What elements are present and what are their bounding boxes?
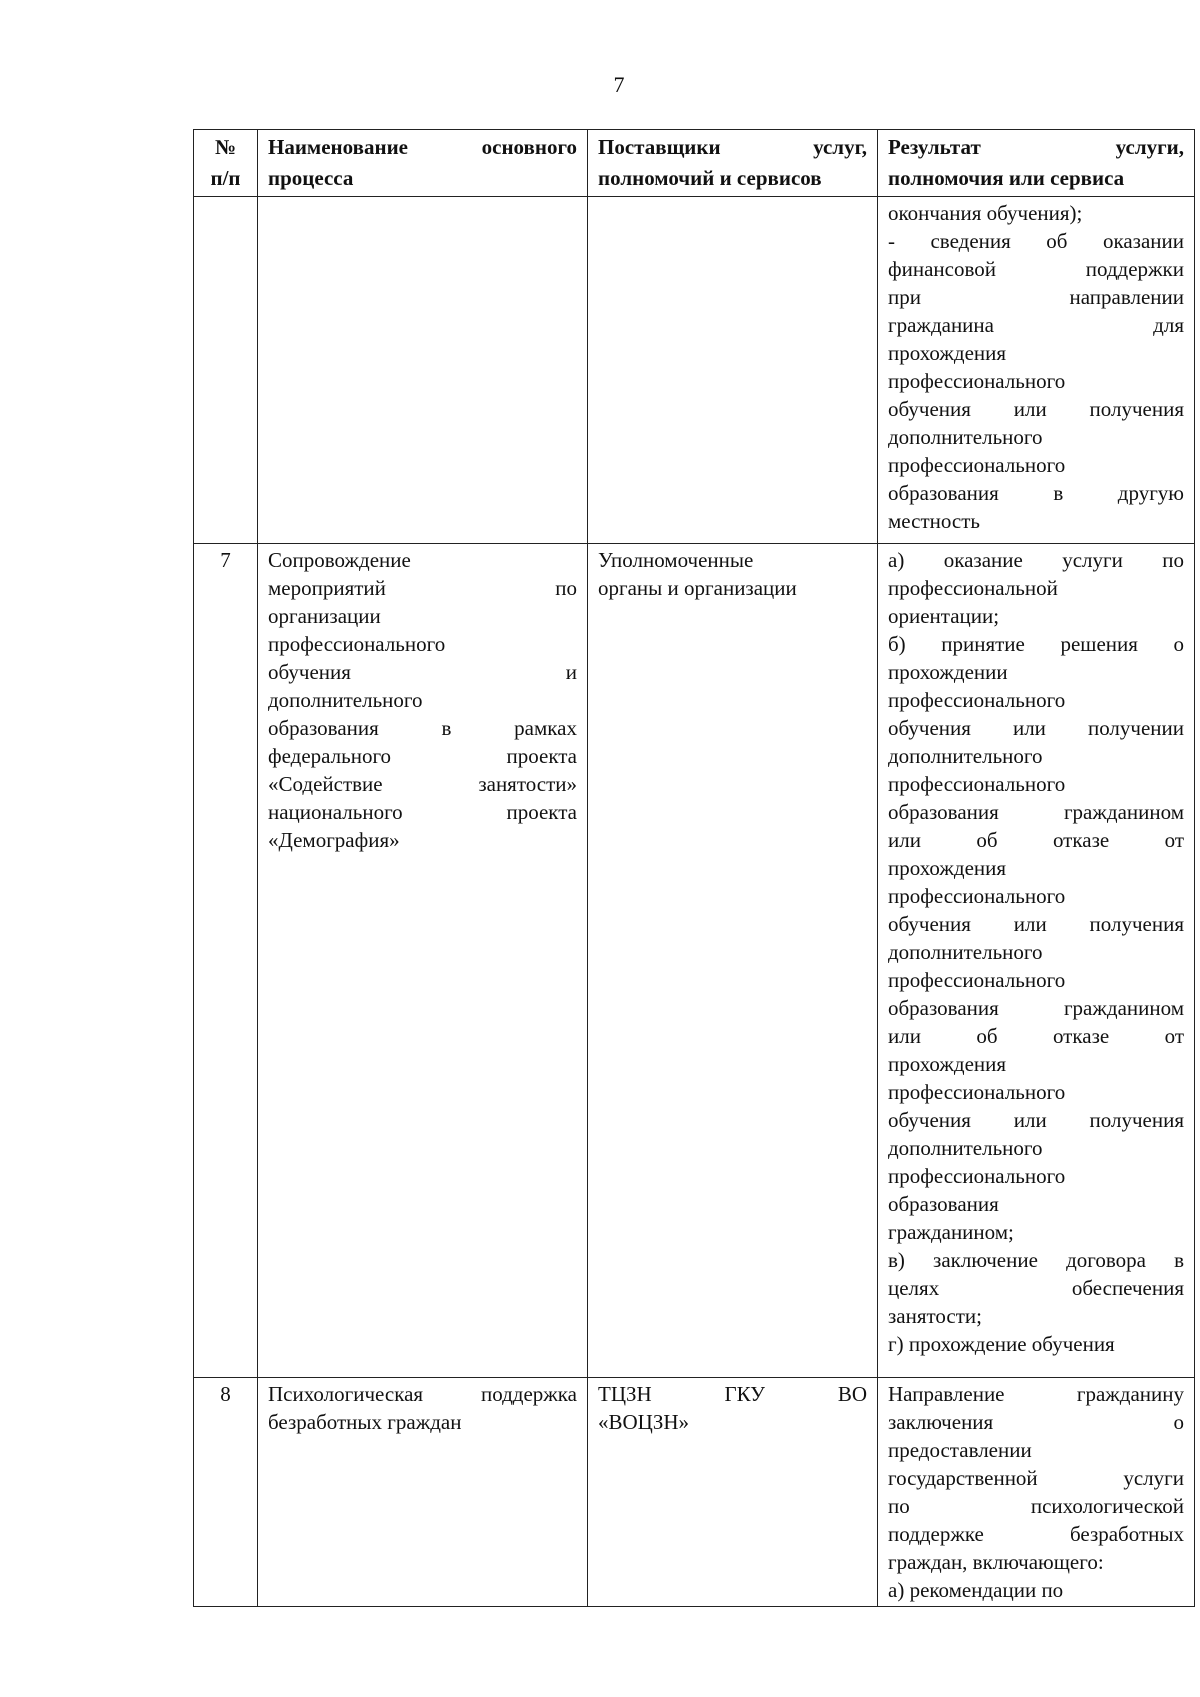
cell-result — [878, 544, 1195, 1378]
cell-line: дополнительного — [888, 744, 1043, 768]
cell-line: организации — [268, 604, 381, 628]
cell-line: Уполномоченные — [598, 548, 754, 572]
cell-line: дополнительного — [888, 425, 1043, 449]
cell-line: Сопровождение — [268, 548, 411, 572]
header-line: № — [214, 135, 237, 159]
table-row — [194, 544, 1195, 1378]
table-header-row — [194, 130, 1195, 197]
cell-line: образования гражданином — [888, 996, 1184, 1020]
cell-line: образования — [888, 1192, 999, 1216]
cell-line: а) оказание услуги по — [888, 548, 1184, 572]
cell-line: «ВОЦЗН» — [598, 1410, 690, 1434]
cell-line: дополнительного — [268, 688, 423, 712]
cell-number: 7 — [194, 544, 258, 1378]
cell-line: по психологической — [888, 1494, 1184, 1518]
cell-line: ТЦЗН ГКУ ВО — [598, 1382, 867, 1406]
header-result — [878, 130, 1195, 197]
header-number — [194, 130, 258, 197]
cell-line: «Содействие занятости» — [268, 772, 577, 796]
cell-line: профессионального — [888, 453, 1066, 477]
cell-line: профессиональной — [888, 576, 1058, 600]
cell-line: прохождения — [888, 1052, 1007, 1076]
cell-line: г) прохождение обучения — [888, 1332, 1115, 1356]
cell-line: безработных граждан — [268, 1410, 462, 1434]
cell-line: профессионального — [888, 369, 1066, 393]
cell-line: обучения или получения — [888, 397, 1184, 421]
cell-line: профессионального — [888, 772, 1066, 796]
cell-line: местность — [888, 509, 980, 533]
cell-line: дополнительного — [888, 1136, 1043, 1160]
header-line: Результат услуги, — [888, 135, 1184, 159]
cell-line: целях обеспечения — [888, 1276, 1184, 1300]
cell-number: 8 — [194, 1378, 258, 1607]
cell-line: граждан, включающего: — [888, 1550, 1104, 1574]
cell-line: занятости; — [888, 1304, 983, 1328]
cell-line: образования в другую — [888, 481, 1184, 505]
cell-line: б) принятие решения о — [888, 632, 1184, 656]
cell-line: - сведения об оказании — [888, 229, 1184, 253]
cell-line: национального проекта — [268, 800, 577, 824]
cell-line: гражданина для — [888, 313, 1184, 337]
cell-line: ориентации; — [888, 604, 1000, 628]
cell-line: обучения или получения — [888, 912, 1184, 936]
cell-line: образования в рамках — [268, 716, 577, 740]
header-line: процесса — [268, 166, 354, 190]
cell-line: или об отказе от — [888, 828, 1184, 852]
cell-line: финансовой поддержки — [888, 257, 1184, 281]
cell-line: обучения и — [268, 660, 577, 684]
cell-line: прохождения — [888, 856, 1007, 880]
cell-line: при направлении — [888, 285, 1184, 309]
cell-line: Психологическая поддержка — [268, 1382, 577, 1406]
cell-line: профессионального — [888, 968, 1066, 992]
cell-providers — [588, 197, 878, 544]
header-line: полномочий и сервисов — [598, 166, 822, 190]
cell-number — [194, 197, 258, 544]
cell-line: прохождения — [888, 341, 1007, 365]
table-row — [194, 1378, 1195, 1607]
cell-line: профессионального — [888, 884, 1066, 908]
page-number: 7 — [613, 72, 625, 97]
cell-line: «Демография» — [268, 828, 400, 852]
cell-line: профессионального — [888, 688, 1066, 712]
cell-line: окончания обучения); — [888, 201, 1083, 225]
cell-line: образования гражданином — [888, 800, 1184, 824]
table-row — [194, 197, 1195, 544]
cell-line: мероприятий по — [268, 576, 577, 600]
cell-line: государственной услуги — [888, 1466, 1184, 1490]
cell-line: дополнительного — [888, 940, 1043, 964]
process-table — [193, 129, 1195, 1607]
cell-line: профессионального — [268, 632, 446, 656]
cell-process — [258, 1378, 588, 1607]
cell-result — [878, 197, 1195, 544]
cell-line: заключения о — [888, 1410, 1184, 1434]
header-process — [258, 130, 588, 197]
cell-result — [878, 1378, 1195, 1607]
header-line: Наименование основного — [268, 135, 577, 159]
cell-line: поддержке безработных — [888, 1522, 1184, 1546]
cell-providers — [588, 1378, 878, 1607]
cell-process — [258, 544, 588, 1378]
cell-line: а) рекомендации по — [888, 1578, 1064, 1602]
cell-line: профессионального — [888, 1164, 1066, 1188]
cell-line: органы и организации — [598, 576, 797, 600]
header-line: полномочия или сервиса — [888, 166, 1125, 190]
cell-line: Направление гражданину — [888, 1382, 1184, 1406]
cell-line: предоставлении — [888, 1438, 1032, 1462]
header-line: п/п — [210, 166, 241, 190]
cell-line: федерального проекта — [268, 744, 577, 768]
cell-line: или об отказе от — [888, 1024, 1184, 1048]
cell-line: в) заключение договора в — [888, 1248, 1184, 1272]
header-line: Поставщики услуг, — [598, 135, 867, 159]
cell-line: профессионального — [888, 1080, 1066, 1104]
cell-line: гражданином; — [888, 1220, 1014, 1244]
cell-line: обучения или получения — [888, 1108, 1184, 1132]
cell-line: обучения или получении — [888, 716, 1184, 740]
cell-line: прохождении — [888, 660, 1008, 684]
cell-providers — [588, 544, 878, 1378]
cell-process — [258, 197, 588, 544]
header-providers — [588, 130, 878, 197]
